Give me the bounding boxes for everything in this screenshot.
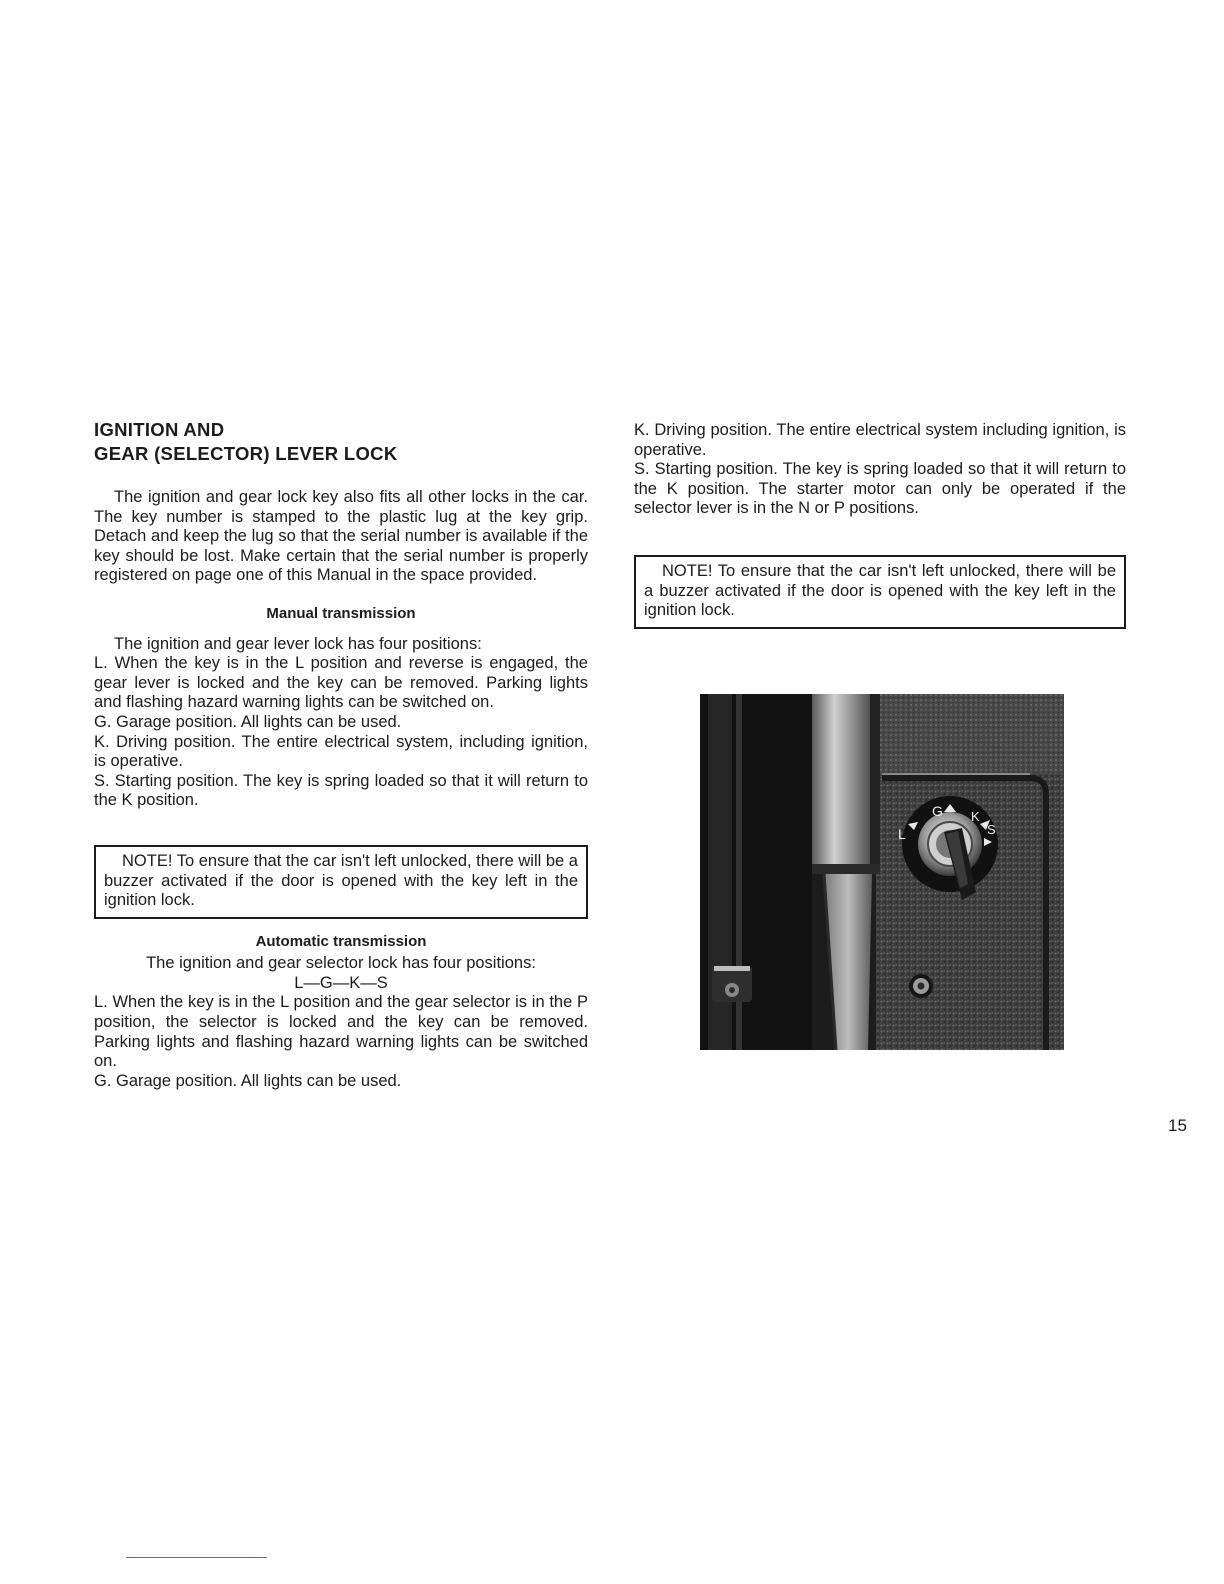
- manual-position-g: G. Garage position. All lights can be used.: [94, 712, 402, 731]
- footer-rule: [126, 1557, 267, 1558]
- automatic-transmission-heading: Automatic transmission: [255, 932, 427, 950]
- page-number: 15: [1168, 1116, 1187, 1135]
- automatic-position-s: S. Starting position. The key is spring loaded so that it will return to the K position. The starter motor can only be operated if the selector lever is in the N or P positions.: [634, 460, 1126, 518]
- heading-line-2: GEAR (SELECTOR) LEVER LOCK: [94, 443, 398, 464]
- right-column: [634, 418, 1126, 629]
- dial-label-g: G: [932, 803, 943, 819]
- dial-label-s: S: [987, 822, 996, 837]
- section-heading: [94, 418, 588, 466]
- intro-paragraph: The ignition and gear lock key also fits all other locks in the car. The key number is stamped to the plastic lug at the key grip. Detach and keep the lug so that the serial number is available if the key should be lost. Make certain that the serial number is properly registered on page one of this Manual in the space provided.: [94, 488, 588, 585]
- manual-position-l: L. When the key is in the L position and reverse is engaged, the gear lever is locked and the key can be removed. Parking lights and flashing hazard warning lights can be switched on.: [94, 654, 588, 712]
- position-sequence: L—G—K—S: [294, 973, 388, 992]
- manual-intro: The ignition and gear lever lock has four positions:: [114, 634, 482, 653]
- note-box-left: NOTE! To ensure that the car isn't left unlocked, there will be a buzzer activated if the door is opened with the key left in the ignition lock.: [94, 845, 588, 919]
- note-box-right: NOTE! To ensure that the car isn't left unlocked, there will be a buzzer activated if the door is opened with the key left in the ignition lock.: [634, 555, 1126, 629]
- manual-position-k: K. Driving position. The entire electrical system, including ignition, is operative.: [94, 732, 588, 771]
- automatic-position-g: G. Garage position. All lights can be used.: [94, 1071, 402, 1090]
- manual-position-s: S. Starting position. The key is spring loaded so that it will return to the K position.: [94, 771, 588, 810]
- ignition-lock-photo: [700, 694, 1064, 1050]
- left-column: [94, 418, 588, 1091]
- manual-transmission-heading: Manual transmission: [266, 604, 416, 622]
- automatic-position-l: L. When the key is in the L position and the gear selector is in the P position, the selector is locked and the key can be removed. Parking lights and flashing hazard warning lights can be switched on.: [94, 993, 588, 1071]
- dial-label-k: K: [971, 809, 980, 824]
- dial-label-l: L: [898, 826, 906, 842]
- heading-line-1: IGNITION AND: [94, 419, 225, 440]
- automatic-intro: The ignition and gear selector lock has four positions:: [146, 954, 536, 973]
- automatic-position-k: K. Driving position. The entire electrical system including ignition, is operative.: [634, 421, 1126, 459]
